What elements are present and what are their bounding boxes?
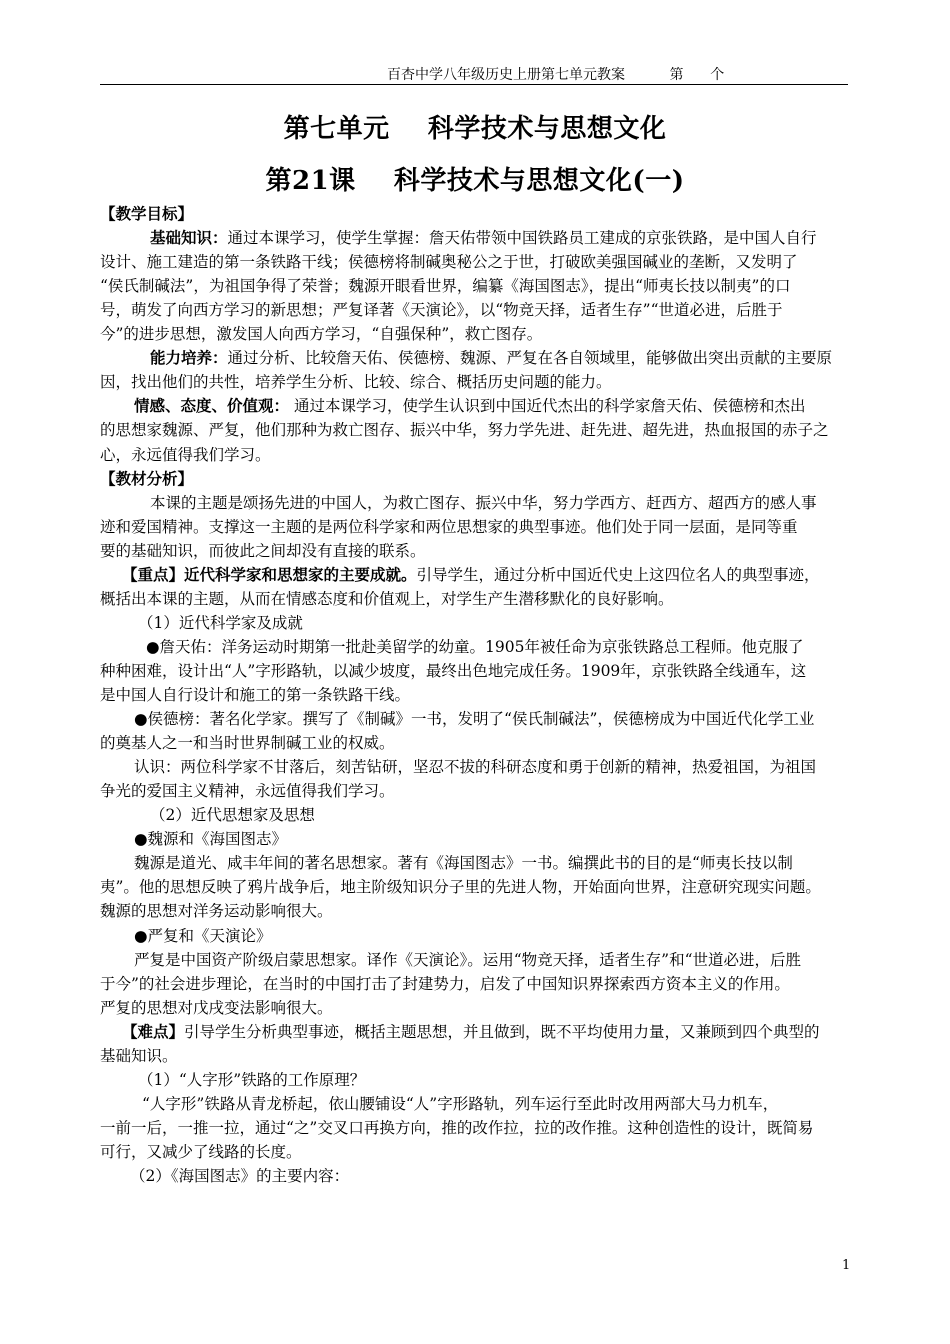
text-line	[100, 371, 850, 393]
text-line	[100, 804, 850, 826]
line-text: 要的基础知识，而彼此之间却没有直接的联系。	[100, 541, 426, 560]
line-text: 【教材分析】	[100, 468, 194, 488]
line-text: 是中国人自行设计和施工的第一条铁路干线。	[100, 686, 411, 704]
text-line	[100, 516, 850, 538]
text-line	[100, 660, 850, 682]
line-text: 一前一后，一推一拉，通过“之”交叉口再换方向，推的改作拉，拉的改作推。这种创造性的设计，既简易	[100, 1118, 814, 1137]
text-line	[100, 1093, 850, 1115]
bold-label: 【难点】	[122, 1021, 185, 1041]
text-line	[100, 684, 850, 706]
line-text: （1）“人字形”铁路的工作原理？	[138, 1070, 366, 1089]
bold-label: 【重点】近代科学家和思想家的主要成就。	[122, 564, 417, 584]
page-number: 1	[842, 1258, 851, 1273]
bold-label: 情感、态度、价值观：	[134, 396, 290, 416]
text-line	[100, 395, 850, 417]
line-text: 的奠基人之一和当时世界制碱工业的权威。	[100, 734, 395, 753]
text-line	[100, 973, 850, 995]
unit-title: 第七单元 科学技术与思想文化	[283, 114, 667, 144]
text-line	[100, 468, 850, 490]
line-text: 迹和爱国精神。支撑这一主题的是两位科学家和两位思想家的典型事迹。他们处于同一层面，是同等重	[100, 517, 798, 536]
text-line	[100, 732, 850, 754]
line-text: 通过本课学习，使学生认识到中国近代杰出的科学家詹天佑、侯德榜和杰出	[289, 397, 806, 416]
header-text: 百杏中学八年级历史上册第七单元教案 第 个	[387, 67, 725, 83]
text-line	[100, 708, 850, 730]
text-line	[100, 997, 850, 1019]
line-text: ●侯德榜：著名化学家。撰写了《制碱》一书，发明了“侯氏制碱法”，侯德榜成为中国近代化学工业	[134, 710, 815, 729]
text-line	[100, 1069, 850, 1091]
line-text: ●魏源和《海国图志》	[134, 830, 288, 849]
line-text: 夷”。他的思想反映了鸦片战争后，地主阶级知识分子里的先进人物，开始面向世界，注意研究现实问题。	[100, 878, 821, 897]
line-text: 可行，又减少了线路的长度。	[100, 1142, 302, 1161]
bold-label: 基础知识：	[150, 228, 228, 248]
line-text: 【教学目标】	[100, 204, 194, 223]
text-line	[100, 1045, 850, 1067]
line-text: 引导学生，通过分析中国近代史上这四位名人的典型事迹，	[416, 565, 820, 584]
line-text: 通过本课学习，使学生掌握：詹天佑带领中国铁路员工建成的京张铁路，是中国人自行	[227, 229, 817, 248]
text-line	[100, 227, 850, 249]
text-line	[100, 275, 850, 297]
text-line	[100, 444, 850, 466]
bold-label: 能力培养：	[150, 348, 228, 368]
line-text: ●严复和《天演论》	[134, 926, 272, 945]
text-line	[100, 828, 850, 850]
text-line	[100, 1117, 850, 1139]
text-line	[100, 852, 850, 874]
line-text: （2）近代思想家及思想	[150, 806, 315, 825]
line-text: （2）《海国图志》的主要内容：	[130, 1167, 350, 1185]
line-text: 设计、施工建造的第一条铁路干线；侯德榜将制碱奥秘公之于世，打破欧美强国碱业的垄断，又发明了	[100, 253, 798, 272]
line-text: 严复的思想对戊戌变法影响很大。	[100, 998, 333, 1017]
line-text: 因，找出他们的共性，培养学生分析、比较、综合、概括历史问题的能力。	[100, 373, 612, 392]
text-line	[100, 900, 850, 922]
text-line	[100, 876, 850, 898]
line-text: 号，萌发了向西方学习的新思想；严复译著《天演论》，以“物竞天择，适者生存”“世道必进，后胜于	[100, 301, 783, 320]
text-line	[100, 780, 850, 802]
line-text: 于今”的社会进步理论，在当时的中国打击了封建势力，启发了中国知识界探索西方资本主义的作用。	[100, 974, 790, 993]
line-text: 本课的主题是颂扬先进的中国人，为救亡图存、振兴中华，努力学西方、赶西方、超西方的感人事	[150, 493, 817, 512]
text-line	[100, 203, 850, 225]
line-text: 基础知识。	[100, 1046, 178, 1065]
line-text: 引导学生分析典型事迹，概括主题思想，并且做到，既不平均使用力量，又兼顾到四个典型的	[184, 1022, 820, 1041]
line-text: “侯氏制碱法”，为祖国争得了荣誉；魏源开眼看世界，编纂《海国图志》，提出“师夷长技以制夷”的口	[100, 277, 791, 296]
text-line	[100, 323, 850, 345]
text-line	[100, 612, 850, 634]
line-text: 魏源是道光、咸丰年间的著名思想家。著有《海国图志》一书。编撰此书的目的是“师夷长技以制	[134, 854, 793, 873]
text-line	[100, 1021, 850, 1043]
page-header	[100, 62, 848, 85]
text-line	[100, 949, 850, 971]
line-text: 概括出本课的主题，从而在情感态度和价值观上，对学生产生潜移默化的良好影响。	[100, 589, 674, 608]
text-line	[100, 1165, 850, 1187]
text-line	[100, 419, 850, 441]
line-text: “人字形”铁路从青龙桥起，依山腰铺设“人”字形路轨，列车运行至此时改用两部大马力机车，	[142, 1094, 779, 1113]
line-text: 通过分析、比较詹天佑、侯德榜、魏源、严复在各自领域里，能够做出突出贡献的主要原	[227, 349, 833, 368]
text-line	[100, 756, 850, 778]
lesson-title: 第21课 科学技术与思想文化(一)	[265, 166, 685, 196]
line-text: 心，永远值得我们学习。	[100, 445, 271, 464]
line-text: （1）近代科学家及成就	[138, 613, 303, 632]
text-line	[100, 588, 850, 610]
text-line	[100, 925, 850, 947]
text-line	[100, 540, 850, 562]
text-line	[100, 299, 850, 321]
text-line	[100, 1141, 850, 1163]
line-text: 的思想家魏源、严复，他们那种为救亡图存、振兴中华，努力学先进、赶先进、超先进，热血报国的赤子之	[100, 421, 829, 440]
line-text: 今”的进步思想，激发国人向西方学习，“自强保种”，救亡图存。	[100, 325, 543, 344]
text-line	[100, 564, 850, 586]
line-text: 认识：两位科学家不甘落后，刻苦钻研，坚忍不拔的科研态度和勇于创新的精神，热爱祖国，为祖国	[134, 758, 817, 777]
text-line	[100, 492, 850, 514]
text-line	[100, 636, 850, 658]
line-text: 争光的爱国主义精神，永远值得我们学习。	[100, 782, 395, 801]
text-line	[100, 251, 850, 273]
line-text: 魏源的思想对洋务运动影响很大。	[100, 902, 333, 921]
text-line	[100, 347, 850, 369]
line-text: 严复是中国资产阶级启蒙思想家。译作《天演论》。运用“物竞天择，适者生存”和“世道必进，后胜	[134, 950, 802, 969]
line-text: ●詹天佑：洋务运动时期第一批赴美留学的幼童。1905年被任命为京张铁路总工程师。他克服了	[146, 637, 804, 656]
line-text: 种种困难，设计出“人”字形路轨，以减少坡度，最终出色地完成任务。1909年，京张铁路全线通车，这	[100, 661, 807, 680]
